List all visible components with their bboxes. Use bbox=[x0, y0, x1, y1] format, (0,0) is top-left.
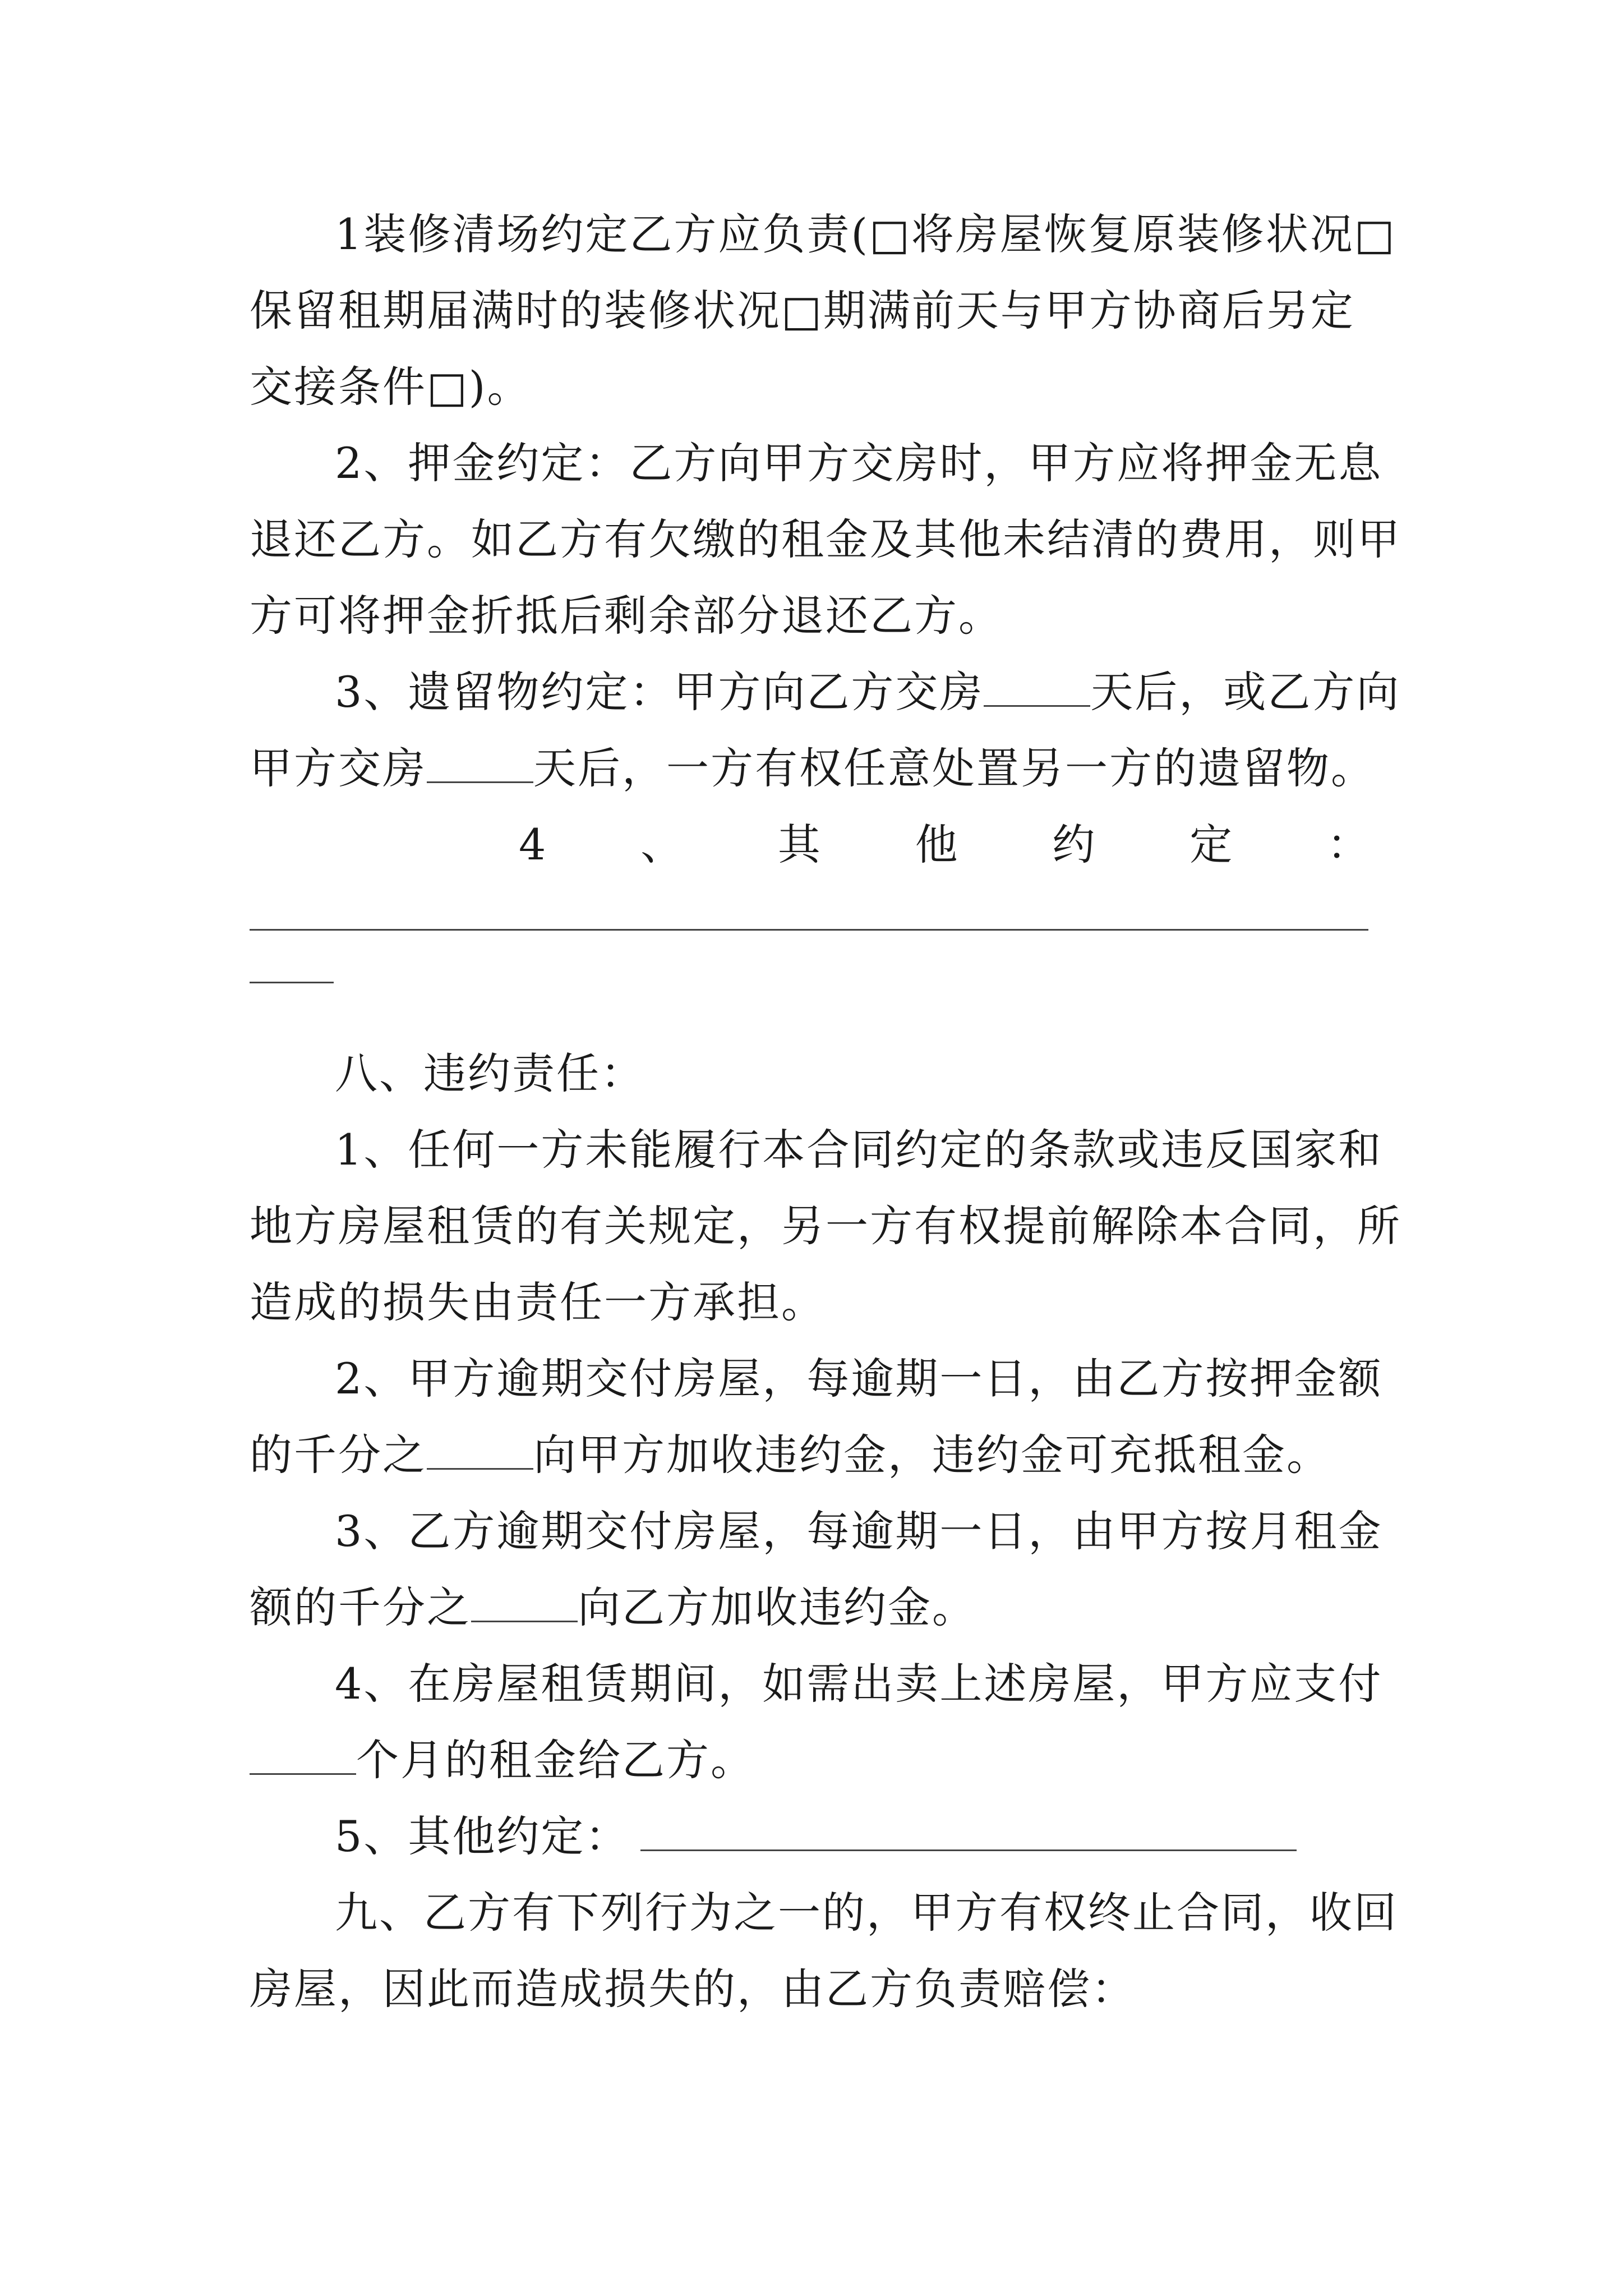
s8-item-1-line-1: 1、任何一方未能履行本合同约定的条款或违反国家和 bbox=[335, 1125, 1383, 1175]
para-3-text-c: 甲方交房 bbox=[250, 743, 427, 793]
blank-other-agreement bbox=[640, 1811, 1297, 1851]
para-2-line-2: 退还乙方。如乙方有欠缴的租金及其他未结清的费用，则甲 bbox=[250, 514, 1401, 564]
para-3-text-b: 天后，或乙方向 bbox=[1090, 667, 1401, 717]
s8-item-3-line-2 bbox=[250, 1570, 1382, 1646]
para-1-line-2: 保留租期届满时的装修状况□期满前天与甲方协商后另定 bbox=[250, 286, 1355, 335]
para-4-char-3: 其 bbox=[777, 820, 822, 869]
para-4-char-5: 约 bbox=[1052, 820, 1097, 869]
para-3-line-2 bbox=[250, 730, 1382, 807]
para-4-char-7: ： bbox=[1326, 820, 1371, 869]
blank-line-full bbox=[250, 883, 1382, 959]
s8-item-5-line bbox=[250, 1798, 1382, 1875]
blank-permille-2 bbox=[471, 1582, 578, 1622]
para-4-char-2: 、 bbox=[640, 820, 685, 869]
blank-days-2 bbox=[427, 743, 533, 783]
contract-body bbox=[250, 196, 1401, 2027]
blank-line-stub bbox=[250, 959, 1382, 1036]
para-4-char-6: 定 bbox=[1189, 820, 1234, 869]
blank-months bbox=[250, 1735, 356, 1775]
s8-item-2-line-1: 2、甲方逾期交付房屋，每逾期一日，由乙方按押金额 bbox=[335, 1354, 1383, 1404]
s8-item-3-line-1: 3、乙方逾期交付房屋，每逾期一日，由甲方按月租金 bbox=[335, 1506, 1383, 1556]
para-4-char-1: 4 bbox=[519, 820, 548, 869]
s8-item-3-text-b: 向乙方加收违约金。 bbox=[578, 1582, 976, 1632]
para-2-line-3: 方可将押金折抵后剩余部分退还乙方。 bbox=[250, 591, 1003, 641]
para-4-char-4: 他 bbox=[915, 820, 960, 869]
para-4-other-agreement bbox=[250, 807, 1382, 883]
para-3-line-1 bbox=[250, 654, 1401, 730]
s8-item-2-line-2 bbox=[250, 1417, 1382, 1493]
blank-permille-1 bbox=[427, 1430, 533, 1470]
s8-item-2-text-b: 向甲方加收违约金，违约金可充抵租金。 bbox=[533, 1430, 1331, 1480]
para-1-line-3: 交接条件□)。 bbox=[250, 362, 532, 412]
para-3-text-a: 3、遗留物约定：甲方向乙方交房 bbox=[335, 667, 984, 717]
section-8-heading: 八、违约责任： bbox=[335, 1048, 645, 1098]
section-9-line-1: 九、乙方有下列行为之一的，甲方有权终止合同，收回 bbox=[335, 1888, 1398, 1938]
s8-item-2-text-a: 的千分之 bbox=[250, 1430, 427, 1480]
s8-item-4-line-2 bbox=[250, 1722, 1382, 1798]
para-3-text-d: 天后，一方有权任意处置另一方的遗留物。 bbox=[533, 743, 1375, 793]
section-9-line-2: 房屋，因此而造成损失的，由乙方负责赔偿： bbox=[250, 1964, 1136, 2014]
blank-days-1 bbox=[984, 667, 1090, 707]
s8-item-5-label: 5、其他约定： bbox=[335, 1811, 630, 1861]
s8-item-4-line-1: 4、在房屋租赁期间，如需出卖上述房屋，甲方应支付 bbox=[335, 1659, 1383, 1709]
para-1-line-1: 1装修清场约定乙方应负责(□将房屋恢复原装修状况□ bbox=[335, 209, 1396, 259]
s8-item-1-line-2: 地方房屋租赁的有关规定，另一方有权提前解除本合同，所 bbox=[250, 1201, 1401, 1251]
s8-item-1-line-3: 造成的损失由责任一方承担。 bbox=[250, 1277, 826, 1327]
para-2-line-1: 2、押金约定：乙方向甲方交房时，甲方应将押金无息 bbox=[335, 438, 1383, 488]
s8-item-4-text: 个月的租金给乙方。 bbox=[356, 1735, 755, 1785]
s8-item-3-text-a: 额的千分之 bbox=[250, 1582, 471, 1632]
